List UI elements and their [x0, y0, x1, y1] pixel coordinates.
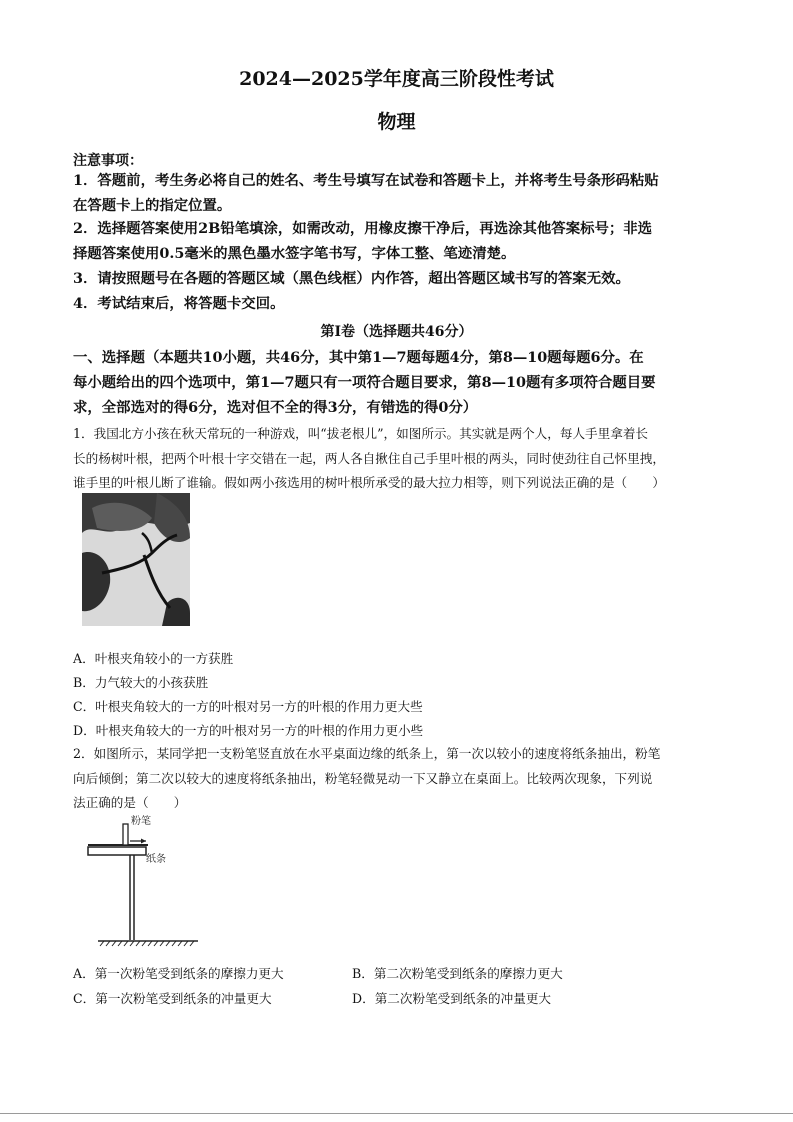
page-bottom-rule [0, 1113, 793, 1114]
question-1-text: 谁手里的叶根儿断了谁输。假如两小孩选用的树叶根所承受的最大拉力相等，则下列说法正确的是（ ） [73, 475, 665, 490]
question-2-text: 法正确的是（ ） [73, 795, 187, 810]
notes-heading: 注意事项： [73, 153, 143, 169]
q1-option-b: B．力气较大的小孩获胜 [73, 675, 209, 690]
section-instruction: 求，全部选对的得6分，选对但不全的得3分，有错选的得0分） [73, 399, 478, 416]
note-line: 在答题卡上的指定位置。 [73, 197, 232, 214]
chalk-table-diagram [86, 810, 201, 948]
question-1-text: 1．我国北方小孩在秋天常玩的一种游戏，叫“拔老根儿”，如图所示。其实就是两个人，每人手里拿着长 [73, 426, 649, 441]
note-line: 2．选择题答案使用2B铅笔填涂，如需改动，用橡皮擦干净后，再选涂其他答案标号；非选 [73, 220, 653, 237]
question-2-text: 2．如图所示，某同学把一支粉笔竖直放在水平桌面边缘的纸条上，第一次以较小的速度将纸条抽出，粉笔 [73, 746, 661, 761]
leaf-stem-photo [82, 493, 190, 626]
section-title: 第I卷（选择题共46分） [320, 324, 473, 340]
question-1-text: 长的杨树叶根，把两个叶根十字交错在一起，两人各自揪住自己手里叶根的两头，同时使劲往自己怀里拽， [73, 451, 665, 466]
q2-option-c: C．第一次粉笔受到纸条的冲量更大 [73, 991, 272, 1006]
section-instruction: 一、选择题（本题共10小题，共46分，其中第1—7题每题4分，第8—10题每题6分。在 [73, 349, 644, 366]
q1-option-c: C．叶根夹角较大的一方的叶根对另一方的叶根的作用力更大些 [73, 699, 423, 714]
q2-option-d: D．第二次粉笔受到纸条的冲量更大 [352, 991, 552, 1006]
subject-title: 物理 [377, 111, 416, 133]
note-line: 择题答案使用0.5毫米的黑色墨水签字笔书写，字体工整、笔迹清楚。 [73, 245, 516, 262]
note-line: 4．考试结束后，将答题卡交回。 [73, 295, 285, 312]
section-instruction: 每小题给出的四个选项中，第1—7题只有一项符合题目要求，第8—10题有多项符合题目要 [73, 374, 656, 391]
note-line: 3．请按照题号在各题的答题区域（黑色线框）内作答，超出答题区域书写的答案无效。 [73, 270, 630, 287]
q2-option-b: B．第二次粉笔受到纸条的摩擦力更大 [352, 966, 563, 981]
q1-option-a: A．叶根夹角较小的一方获胜 [73, 651, 234, 666]
exam-title: 2024—2025学年度高三阶段性考试 [239, 68, 554, 90]
q2-option-a: A．第一次粉笔受到纸条的摩擦力更大 [73, 966, 284, 981]
q1-option-d: D．叶根夹角较大的一方的叶根对另一方的叶根的作用力更小些 [73, 723, 424, 738]
note-line: 1．答题前，考生务必将自己的姓名、考生号填写在试卷和答题卡上，并将考生号条形码粘贴 [73, 172, 659, 189]
question-2-text: 向后倾倒；第二次以较大的速度将纸条抽出，粉笔轻微晃动一下又静立在桌面上。比较两次现象，下列说 [73, 771, 653, 786]
figure-label-chalk: 粉笔 [131, 816, 151, 827]
figure-label-paper: 纸条 [146, 854, 166, 865]
